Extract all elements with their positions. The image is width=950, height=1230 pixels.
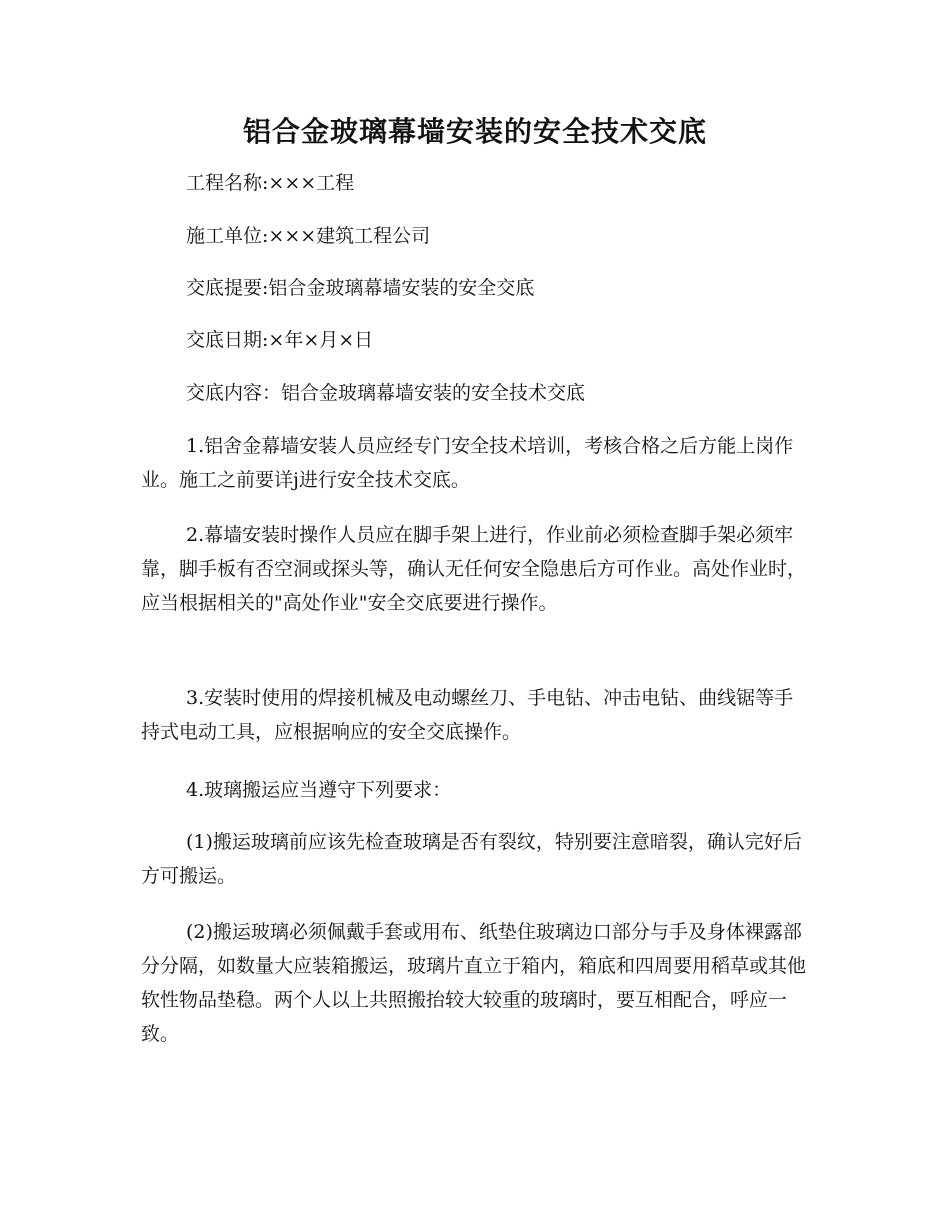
content-heading-line: 交底内容：铝合金玻璃幕墙安装的安全技术交底 xyxy=(186,382,586,404)
date-line: 交底日期:×年×月×日 xyxy=(186,329,374,351)
paragraph-6: (2)搬运玻璃必须佩戴手套或用布、纸垫住玻璃边口部分与手及身体裸露部分分隔，如数量大应装箱搬运，玻璃片直立于箱内，箱底和四周要用稻草或其他软性物品垫稳。两个人以上共照搬抬较大较重的玻璃时，要互相配合，呼应一致。 xyxy=(141,921,807,1045)
paragraph-4: 4.玻璃搬运应当遵守下列要求： xyxy=(186,779,452,801)
paragraph-3: 3.安装时使用的焊接机械及电动螺丝刀、手电钻、冲击电钻、曲线锯等手持式电动工具，应根据响应的安全交底操作。 xyxy=(141,687,794,743)
paragraph-1: 1.铝舍金幕墙安装人员应经专门安全技术培训，考核合格之后方能上岗作业。施工之前要详j进行安全技术交底。 xyxy=(141,435,794,491)
summary-line: 交底提要:铝合金玻璃幕墙安装的安全交底 xyxy=(186,277,535,299)
construction-unit-line: 施工单位:×××建筑工程公司 xyxy=(186,225,431,247)
project-name-line: 工程名称:×××工程 xyxy=(186,172,355,194)
paragraph-5: (1)搬运玻璃前应该先检查玻璃是否有裂纹，特别要注意暗裂，确认完好后方可搬运。 xyxy=(141,831,802,887)
paragraph-2: 2.幕墙安装时操作人员应在脚手架上进行，作业前必须检查脚手架必须牢靠，脚手板有否空洞或探头等，确认无任何安全隐患后方可作业。高处作业时，应当根据相关的"高处作业"安全交底要进行操作。 xyxy=(141,524,807,614)
document-title: 铝合金玻璃幕墙安装的安全技术交底 xyxy=(242,115,707,148)
